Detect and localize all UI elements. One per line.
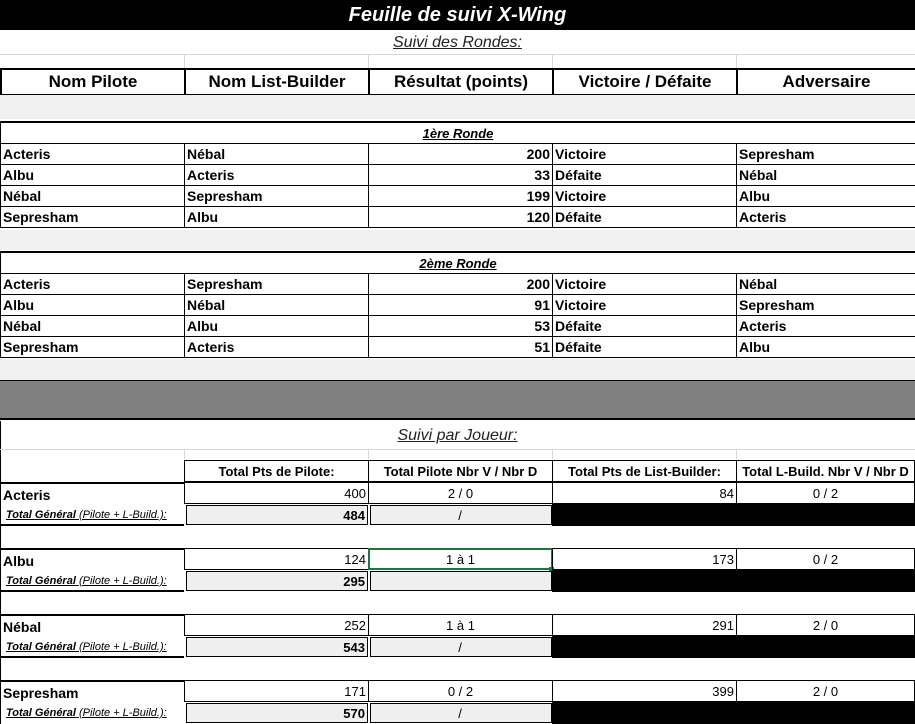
cell-list-builder[interactable]: Nébal — [185, 295, 369, 316]
cell-list-builder[interactable]: Sepresham — [185, 274, 369, 295]
player-pilot-points[interactable]: 171 — [184, 680, 369, 702]
cell-points[interactable]: 200 — [369, 274, 553, 295]
cell-pilot[interactable]: Nébal — [1, 186, 185, 207]
rounds-header-row — [0, 68, 915, 96]
cell-pilot[interactable]: Sepresham — [1, 207, 185, 228]
table-row — [1, 207, 915, 228]
table-row — [1, 337, 915, 358]
player-lb-points[interactable]: 399 — [552, 680, 737, 702]
player-name[interactable]: Albu — [0, 548, 184, 570]
cell-pilot[interactable]: Nébal — [1, 316, 185, 337]
blacked-out-cell — [552, 570, 915, 592]
cell-opponent[interactable]: Albu — [737, 186, 915, 207]
player-pilot-win-loss-selected[interactable]: 1 à 1 — [368, 548, 553, 570]
blacked-out-cell — [552, 636, 915, 658]
total-label: Total Général — [6, 509, 76, 521]
section-separator — [0, 380, 915, 420]
cell-opponent[interactable]: Nébal — [737, 165, 915, 186]
total-general-label — [0, 636, 184, 658]
sheet-title[interactable]: Feuille de suivi X-Wing — [0, 0, 915, 30]
player-total-win-loss[interactable]: / — [370, 637, 552, 657]
cell-list-builder[interactable]: Acteris — [185, 337, 369, 358]
player-lb-points[interactable]: 291 — [552, 614, 737, 636]
total-sublabel: (Pilote + L-Build.): — [78, 509, 167, 521]
player-total[interactable]: 484 — [186, 505, 368, 525]
cell-points[interactable]: 53 — [369, 316, 553, 337]
header-total-pilot-points[interactable]: Total Pts de Pilote: — [184, 460, 369, 482]
cell-pilot[interactable]: Albu — [1, 165, 185, 186]
player-total-win-loss[interactable]: / — [370, 703, 552, 723]
cell-result[interactable]: Victoire — [553, 295, 737, 316]
player-pilot-points[interactable]: 252 — [184, 614, 369, 636]
total-label: Total Général — [6, 575, 76, 587]
gray-band — [0, 95, 915, 119]
player-total[interactable]: 295 — [186, 571, 368, 591]
cell-points[interactable]: 51 — [369, 337, 553, 358]
total-general-label — [0, 504, 184, 526]
table-row — [1, 274, 915, 295]
player-name[interactable]: Sepresham — [0, 680, 184, 702]
player-lb-win-loss[interactable]: 2 / 0 — [736, 680, 915, 702]
player-total-win-loss[interactable]: / — [370, 505, 552, 525]
player-pilot-win-loss[interactable]: 0 / 2 — [368, 680, 553, 702]
cell-list-builder[interactable]: Nébal — [185, 144, 369, 165]
cell-points[interactable]: 33 — [369, 165, 553, 186]
cell-opponent[interactable]: Acteris — [737, 316, 915, 337]
rounds-section-title[interactable]: Suivi des Rondes: — [393, 34, 522, 51]
total-sublabel: (Pilote + L-Build.): — [78, 707, 167, 719]
cell-points[interactable]: 120 — [369, 207, 553, 228]
cell-result[interactable]: Défaite — [553, 207, 737, 228]
total-label: Total Général — [6, 641, 76, 653]
total-sublabel: (Pilote + L-Build.): — [78, 575, 167, 587]
cell-pilot[interactable]: Acteris — [1, 274, 185, 295]
table-row — [1, 165, 915, 186]
cell-result[interactable]: Défaite — [553, 165, 737, 186]
header-lb-win-loss[interactable]: Total L-Build. Nbr V / Nbr D — [736, 460, 915, 482]
players-section-title[interactable]: Suivi par Joueur: — [397, 427, 518, 444]
player-lb-win-loss[interactable]: 0 / 2 — [736, 482, 915, 504]
table-row — [1, 295, 915, 316]
cell-points[interactable]: 91 — [369, 295, 553, 316]
player-lb-points[interactable]: 84 — [552, 482, 737, 504]
round-1-label[interactable]: 1ère Ronde — [1, 122, 915, 144]
cell-list-builder[interactable]: Albu — [185, 207, 369, 228]
header-result-points[interactable]: Résultat (points) — [369, 69, 553, 95]
gray-band — [0, 359, 915, 380]
cell-result[interactable]: Défaite — [553, 337, 737, 358]
round-1-table — [0, 121, 915, 228]
table-row — [1, 316, 915, 337]
cell-result[interactable]: Victoire — [553, 274, 737, 295]
cell-opponent[interactable]: Sepresham — [737, 144, 915, 165]
cell-list-builder[interactable]: Sepresham — [185, 186, 369, 207]
header-win-loss[interactable]: Victoire / Défaite — [553, 69, 737, 95]
player-lb-win-loss[interactable]: 2 / 0 — [736, 614, 915, 636]
player-pilot-points[interactable]: 124 — [184, 548, 369, 570]
player-name[interactable]: Nébal — [0, 614, 184, 636]
cell-list-builder[interactable]: Albu — [185, 316, 369, 337]
total-general-label — [0, 702, 184, 724]
cell-pilot[interactable]: Acteris — [1, 144, 185, 165]
header-pilot-win-loss[interactable]: Total Pilote Nbr V / Nbr D — [368, 460, 553, 482]
cell-list-builder[interactable]: Acteris — [185, 165, 369, 186]
player-lb-points[interactable]: 173 — [552, 548, 737, 570]
cell-opponent[interactable]: Sepresham — [737, 295, 915, 316]
header-total-lb-points[interactable]: Total Pts de List-Builder: — [552, 460, 737, 482]
blacked-out-cell — [552, 702, 915, 724]
total-label: Total Général — [6, 707, 76, 719]
total-sublabel: (Pilote + L-Build.): — [78, 641, 167, 653]
blacked-out-cell — [552, 504, 915, 526]
player-name[interactable]: Acteris — [0, 482, 184, 504]
player-total[interactable]: 570 — [186, 703, 368, 723]
cell-result[interactable]: Victoire — [553, 144, 737, 165]
player-pilot-win-loss[interactable]: 2 / 0 — [368, 482, 553, 504]
player-total[interactable]: 543 — [186, 637, 368, 657]
player-pilot-points[interactable]: 400 — [184, 482, 369, 504]
cell-opponent[interactable]: Albu — [737, 337, 915, 358]
cell-points[interactable]: 200 — [369, 144, 553, 165]
cell-points[interactable]: 199 — [369, 186, 553, 207]
cell-opponent[interactable]: Acteris — [737, 207, 915, 228]
player-total-win-loss[interactable] — [370, 571, 552, 591]
gray-band — [0, 230, 915, 250]
table-row — [1, 186, 915, 207]
cell-pilot[interactable]: Sepresham — [1, 337, 185, 358]
header-opponent[interactable]: Adversaire — [737, 69, 915, 95]
cell-pilot[interactable]: Albu — [1, 295, 185, 316]
table-row — [1, 144, 915, 165]
round-2-table — [0, 251, 915, 358]
header-pilot-name[interactable]: Nom Pilote — [1, 69, 185, 95]
cell-result[interactable]: Victoire — [553, 186, 737, 207]
player-lb-win-loss[interactable]: 0 / 2 — [736, 548, 915, 570]
round-2-label[interactable]: 2ème Ronde — [1, 252, 915, 274]
total-general-label — [0, 570, 184, 592]
header-list-builder[interactable]: Nom List-Builder — [185, 69, 369, 95]
player-pilot-win-loss[interactable]: 1 à 1 — [368, 614, 553, 636]
cell-opponent[interactable]: Nébal — [737, 274, 915, 295]
cell-result[interactable]: Défaite — [553, 316, 737, 337]
